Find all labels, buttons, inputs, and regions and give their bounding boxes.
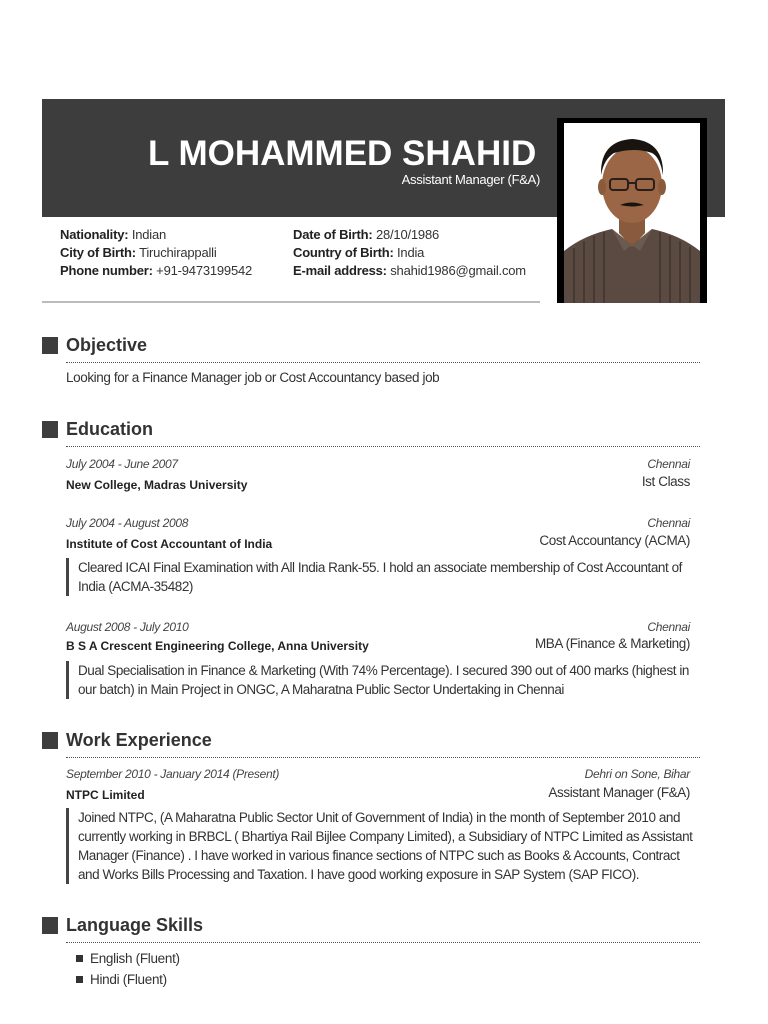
education-institution: Institute of Cost Accountant of India (66, 537, 273, 551)
section-divider (66, 942, 700, 943)
education-grade: MBA (Finance & Marketing) (534, 636, 690, 651)
section-marker-icon (42, 421, 58, 438)
section-marker-icon (42, 917, 58, 934)
section-title-work: Work Experience (66, 729, 212, 750)
city-row (60, 244, 252, 262)
education-location: Chennai (647, 516, 690, 530)
portrait-graphic (564, 123, 700, 303)
education-section (42, 418, 700, 447)
education-institution: New College, Madras University (66, 478, 248, 492)
personal-info-right (293, 226, 526, 280)
education-dates: August 2008 - July 2010 (66, 620, 189, 634)
dob-value: 28/10/1986 (375, 227, 440, 242)
section-title-objective: Objective (66, 334, 148, 355)
nationality-row (60, 226, 252, 244)
education-description: Cleared ICAI Final Examination with All India Rank-55. I hold an associate membership of Cost Accountant of India (ACMA-35482) (66, 558, 701, 596)
dob-label: Date of Birth: (293, 227, 373, 242)
language-item (76, 972, 167, 987)
personal-info-left (60, 226, 252, 280)
work-position: Assistant Manager (F&A) (548, 785, 690, 800)
nationality-value: Indian (131, 227, 167, 242)
email-value[interactable]: shahid1986@gmail.com (390, 263, 526, 278)
work-company: NTPC Limited (66, 788, 145, 802)
phone-value: +91-9473199542 (156, 263, 253, 278)
country-value: India (397, 245, 425, 260)
objective-text: Looking for a Finance Manager job or Cost Accountancy based job (66, 370, 440, 385)
bullet-square-icon (76, 955, 83, 962)
language-item (76, 951, 180, 966)
candidate-role: Assistant Manager (F&A) (401, 172, 540, 187)
phone-label: Phone number: (60, 263, 153, 278)
education-location: Chennai (647, 620, 690, 634)
section-divider (66, 362, 700, 363)
section-title-languages: Language Skills (66, 914, 204, 935)
section-title-education: Education (66, 418, 154, 439)
work-location: Dehri on Sone, Bihar (584, 767, 690, 781)
education-grade: Cost Accountancy (ACMA) (539, 533, 690, 548)
info-divider (42, 301, 540, 303)
work-description: Joined NTPC, (A Maharatna Public Sector Unit of Government of India) in the month of September 2010 and currently working in BRBCL ( Bhartiya Rail Bijlee Company Limited), a Subsidiary of NTPC Limited as Assistant Manager (Finance) . I have worked in various finance sections of NTPC such as Books & Accounts, Contract and Works Bills Processing and Taxation. I have good working exposure in SAP System (SAP FICO). (66, 808, 701, 884)
language-label: Hindi (Fluent) (90, 972, 167, 987)
education-institution: B S A Crescent Engineering College, Anna University (66, 639, 369, 653)
country-label: Country of Birth: (293, 245, 394, 260)
profile-photo-frame (557, 118, 707, 303)
objective-section (42, 334, 700, 363)
education-dates: July 2004 - June 2007 (66, 457, 178, 471)
nationality-label: Nationality: (60, 227, 129, 242)
phone-row (60, 262, 252, 280)
work-dates: September 2010 - January 2014 (Present) (66, 767, 280, 781)
section-divider (66, 757, 700, 758)
language-skills-section (42, 914, 700, 943)
education-dates: July 2004 - August 2008 (66, 516, 189, 530)
candidate-name: L MOHAMMED SHAHID (148, 134, 537, 173)
city-value: Tiruchirappalli (139, 245, 217, 260)
work-experience-section (42, 729, 700, 758)
education-description: Dual Specialisation in Finance & Marketing (With 74% Percentage). I secured 390 out of 400 marks (highest in our batch) in Main Project in ONGC, A Maharatna Public Sector Undertaking in Chennai (66, 661, 701, 699)
language-label: English (Fluent) (90, 951, 180, 966)
education-grade: Ist Class (641, 474, 690, 489)
email-row (293, 262, 526, 280)
email-label: E-mail address: (293, 263, 387, 278)
bullet-square-icon (76, 976, 83, 983)
dob-row (293, 226, 526, 244)
city-label: City of Birth: (60, 245, 136, 260)
profile-photo (564, 123, 700, 303)
section-divider (66, 446, 700, 447)
education-location: Chennai (647, 457, 690, 471)
section-marker-icon (42, 732, 58, 749)
country-row (293, 244, 526, 262)
section-marker-icon (42, 337, 58, 354)
